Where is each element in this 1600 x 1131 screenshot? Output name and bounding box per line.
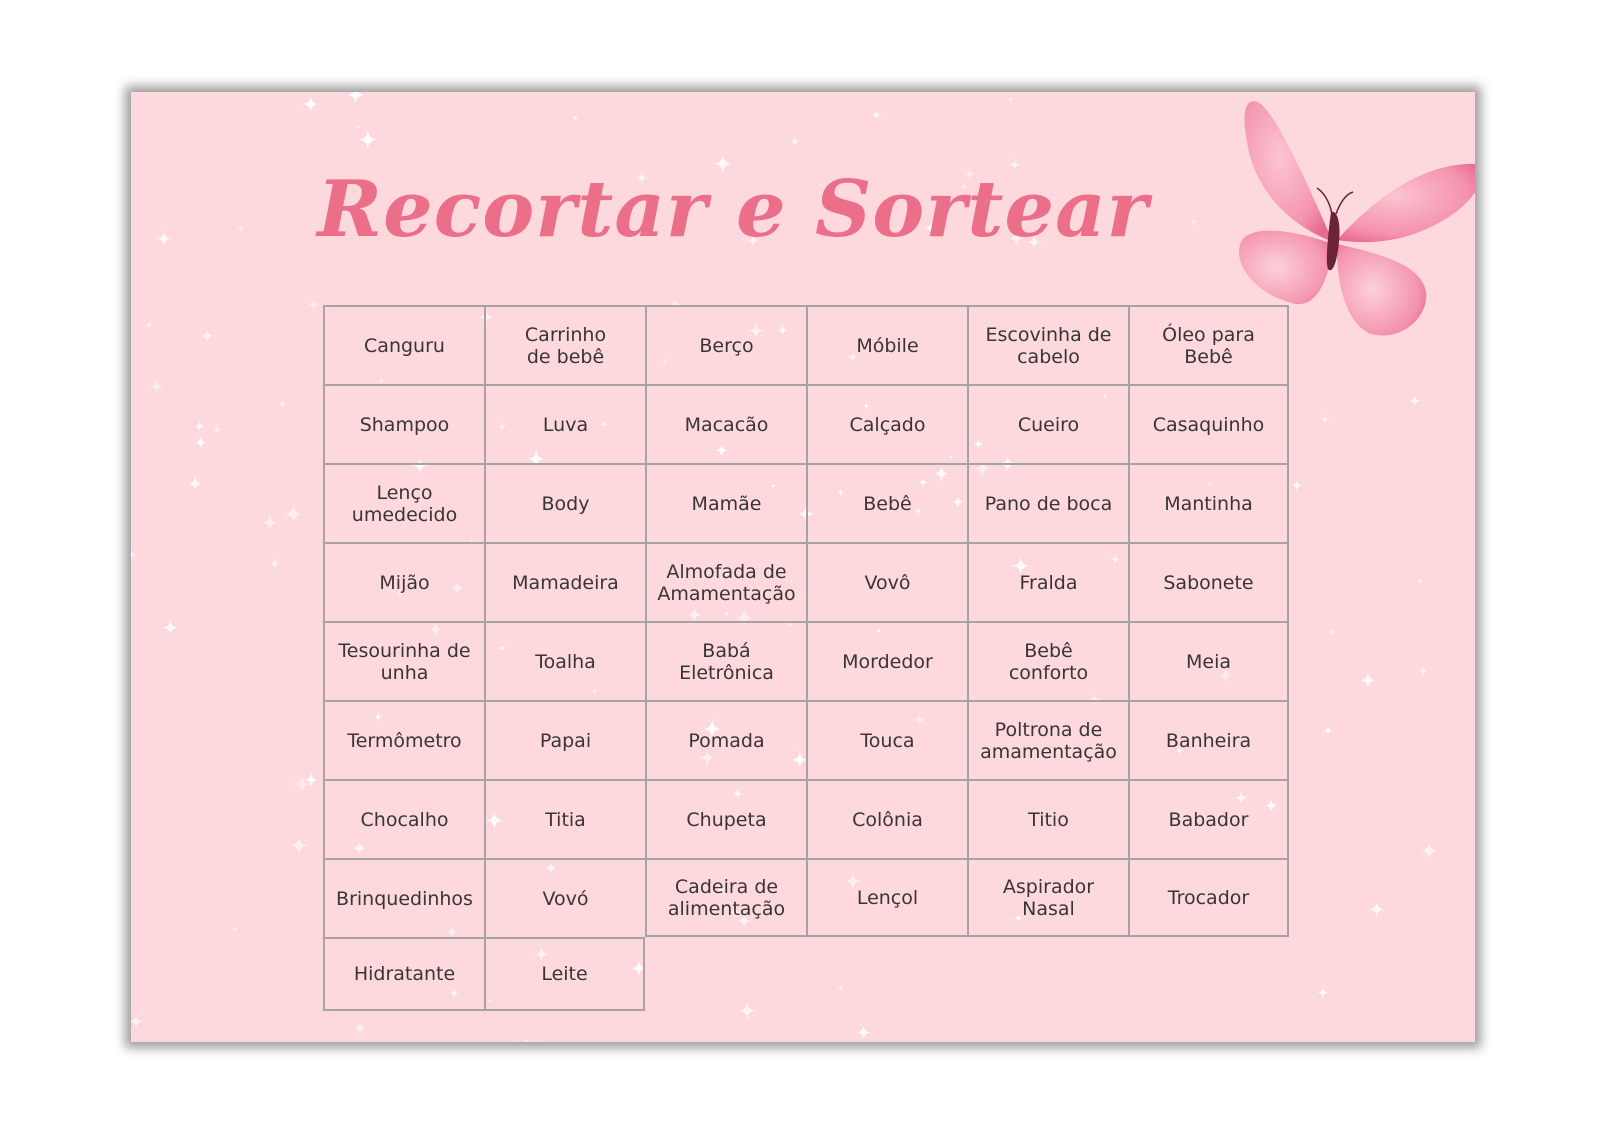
grid-cell: Mordedor bbox=[806, 621, 967, 700]
sparkle-icon bbox=[1329, 628, 1336, 635]
grid-cell: Sabonete bbox=[1128, 542, 1289, 621]
grid-cell: Toalha bbox=[484, 621, 645, 700]
grid-cell: Vovô bbox=[806, 542, 967, 621]
sparkle-icon bbox=[1007, 96, 1013, 102]
sparkle-icon bbox=[194, 436, 207, 449]
sparkle-icon bbox=[231, 925, 238, 932]
sparkle-icon bbox=[357, 129, 378, 150]
sparkle-icon bbox=[269, 557, 282, 570]
sparkle-icon bbox=[1417, 577, 1424, 584]
sparkle-icon bbox=[302, 95, 320, 113]
sparkle-icon bbox=[307, 298, 320, 311]
grid-cell: Babador bbox=[1128, 779, 1289, 858]
grid-cell: Meia bbox=[1128, 621, 1289, 700]
grid-cell: Cadeira de alimentação bbox=[645, 858, 806, 937]
sparkle-icon bbox=[279, 400, 287, 408]
grid-cell: Poltrona de amamentação bbox=[967, 700, 1128, 779]
sparkle-icon bbox=[292, 774, 312, 794]
sparkle-icon bbox=[1368, 900, 1386, 918]
grid-cell: Banheira bbox=[1128, 700, 1289, 779]
sparkle-icon bbox=[1322, 725, 1334, 737]
grid-cell: Mamãe bbox=[645, 463, 806, 542]
sparkle-icon bbox=[194, 420, 206, 432]
grid-cell: Pano de boca bbox=[967, 463, 1128, 542]
grid-cell: Leite bbox=[484, 937, 645, 1011]
grid-cell: Termômetro bbox=[323, 700, 484, 779]
items-grid bbox=[323, 305, 1289, 1016]
sparkle-icon bbox=[149, 378, 165, 394]
grid-cell: Escovinha de cabelo bbox=[967, 305, 1128, 384]
sparkle-icon bbox=[283, 503, 304, 524]
page-title: Recortar e Sortear bbox=[317, 164, 1149, 255]
grid-cell: Casaquinho bbox=[1128, 384, 1289, 463]
grid-cell: Mijão bbox=[323, 542, 484, 621]
grid-cell: Lenço umedecido bbox=[323, 463, 484, 542]
sparkle-icon bbox=[131, 1014, 144, 1030]
sparkle-icon bbox=[131, 548, 138, 561]
grid-cell: Shampoo bbox=[323, 384, 484, 463]
sparkle-icon bbox=[289, 835, 309, 855]
grid-cell: Aspirador Nasal bbox=[967, 858, 1128, 937]
grid-cell: Canguru bbox=[323, 305, 484, 384]
grid-cell: Calçado bbox=[806, 384, 967, 463]
grid-cell: Macacão bbox=[645, 384, 806, 463]
sparkle-icon bbox=[1419, 840, 1440, 861]
grid-cell: Titio bbox=[967, 779, 1128, 858]
grid-cell: Óleo para Bebê bbox=[1128, 305, 1289, 384]
sparkle-icon bbox=[790, 136, 800, 146]
raffle-card bbox=[131, 92, 1475, 1042]
grid-cell: Chocalho bbox=[323, 779, 484, 858]
sparkle-icon bbox=[261, 514, 279, 532]
sparkle-icon bbox=[187, 475, 204, 492]
sparkle-icon bbox=[346, 92, 365, 105]
grid-cell: Touca bbox=[806, 700, 967, 779]
grid-cell: Fralda bbox=[967, 542, 1128, 621]
sparkle-icon bbox=[1359, 671, 1378, 690]
sparkle-icon bbox=[354, 124, 361, 131]
grid-cell: Berço bbox=[645, 305, 806, 384]
grid-cell: Vovó bbox=[484, 858, 645, 937]
grid-cell: Papai bbox=[484, 700, 645, 779]
grid-cell: Bebê conforto bbox=[967, 621, 1128, 700]
sparkle-icon bbox=[145, 321, 153, 329]
grid-cell: Almofada de Amamentação bbox=[645, 542, 806, 621]
grid-cell: Trocador bbox=[1128, 858, 1289, 937]
sparkle-icon bbox=[856, 1024, 872, 1040]
sparkle-icon bbox=[1408, 394, 1421, 407]
grid-cell: Móbile bbox=[806, 305, 967, 384]
grid-cell: Cueiro bbox=[967, 384, 1128, 463]
grid-cell: Tesourinha de unha bbox=[323, 621, 484, 700]
sparkle-icon bbox=[212, 425, 222, 435]
grid-cell: Colônia bbox=[806, 779, 967, 858]
sparkle-icon bbox=[1418, 665, 1429, 676]
sparkle-icon bbox=[353, 1022, 366, 1035]
grid-cell: Brinquedinhos bbox=[323, 858, 484, 937]
grid-cell: Carrinho de bebê bbox=[484, 305, 645, 384]
sparkle-icon bbox=[1291, 479, 1303, 491]
grid-cell: Bebê bbox=[806, 463, 967, 542]
sparkle-icon bbox=[524, 1038, 530, 1042]
grid-cell: Babá Eletrônica bbox=[645, 621, 806, 700]
grid-cell: Body bbox=[484, 463, 645, 542]
sparkle-icon bbox=[871, 109, 882, 120]
sparkle-icon bbox=[1317, 987, 1329, 999]
grid-cell: Luva bbox=[484, 384, 645, 463]
grid-cell: Titia bbox=[484, 779, 645, 858]
sparkle-icon bbox=[200, 329, 214, 343]
grid-cell: Chupeta bbox=[645, 779, 806, 858]
grid-cell: Lençol bbox=[806, 858, 967, 937]
grid-cell: Mamadeira bbox=[484, 542, 645, 621]
grid-cell: Mantinha bbox=[1128, 463, 1289, 542]
grid-cell: Pomada bbox=[645, 700, 806, 779]
grid-cell: Hidratante bbox=[323, 937, 484, 1011]
sparkle-icon bbox=[1320, 414, 1330, 424]
sparkle-icon bbox=[572, 115, 579, 122]
sparkle-icon bbox=[162, 619, 179, 636]
